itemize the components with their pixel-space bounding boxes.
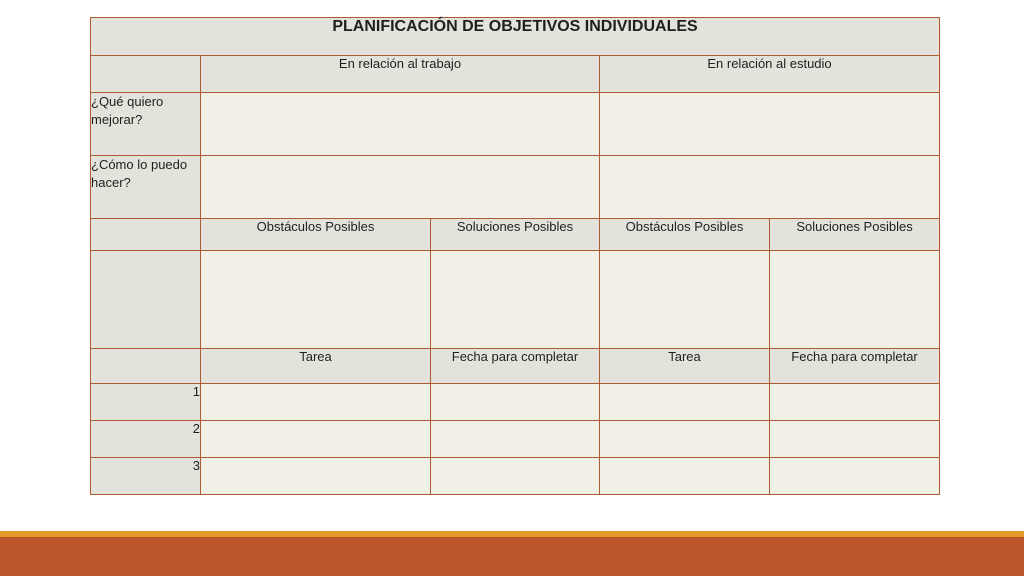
header-date-study: Fecha para completar: [770, 349, 940, 384]
header-task-work: Tarea: [201, 349, 431, 384]
table-title: PLANIFICACIÓN DE OBJETIVOS INDIVIDUALES: [91, 18, 940, 56]
cell-date-study[interactable]: [770, 384, 940, 421]
cell-task-study[interactable]: [600, 384, 770, 421]
corner-cell: [91, 56, 201, 93]
cell-task-study[interactable]: [600, 421, 770, 458]
cell-task-work[interactable]: [201, 458, 431, 495]
cell-obstacles-study[interactable]: [600, 251, 770, 349]
cell-date-study[interactable]: [770, 458, 940, 495]
cell-date-work[interactable]: [431, 421, 600, 458]
blank-label-cell: [91, 349, 201, 384]
header-work: En relación al trabajo: [201, 56, 600, 93]
blank-label-cell: [91, 251, 201, 349]
cell-improve-study[interactable]: [600, 93, 940, 156]
cell-date-work[interactable]: [431, 384, 600, 421]
header-study: En relación al estudio: [600, 56, 940, 93]
cell-task-work[interactable]: [201, 384, 431, 421]
cell-date-work[interactable]: [431, 458, 600, 495]
table-row: [91, 458, 940, 495]
cell-date-study[interactable]: [770, 421, 940, 458]
header-solutions-work: Soluciones Posibles: [431, 219, 600, 251]
blank-label-cell: [91, 219, 201, 251]
task-number: 1: [91, 384, 201, 421]
task-number: 3: [91, 458, 201, 495]
cell-solutions-study[interactable]: [770, 251, 940, 349]
header-solutions-study: Soluciones Posibles: [770, 219, 940, 251]
cell-task-study[interactable]: [600, 458, 770, 495]
row-label-how: ¿Cómo lo puedo hacer?: [91, 156, 201, 219]
cell-how-work[interactable]: [201, 156, 600, 219]
row-label-improve: ¿Qué quiero mejorar?: [91, 93, 201, 156]
task-number: 2: [91, 421, 201, 458]
footer-bar: [0, 537, 1024, 576]
table-row: [91, 384, 940, 421]
header-obstacles-work: Obstáculos Posibles: [201, 219, 431, 251]
header-date-work: Fecha para completar: [431, 349, 600, 384]
objectives-planning-table: [90, 17, 940, 495]
table-row: [91, 421, 940, 458]
cell-task-work[interactable]: [201, 421, 431, 458]
cell-improve-work[interactable]: [201, 93, 600, 156]
cell-obstacles-work[interactable]: [201, 251, 431, 349]
cell-how-study[interactable]: [600, 156, 940, 219]
header-obstacles-study: Obstáculos Posibles: [600, 219, 770, 251]
cell-solutions-work[interactable]: [431, 251, 600, 349]
header-task-study: Tarea: [600, 349, 770, 384]
